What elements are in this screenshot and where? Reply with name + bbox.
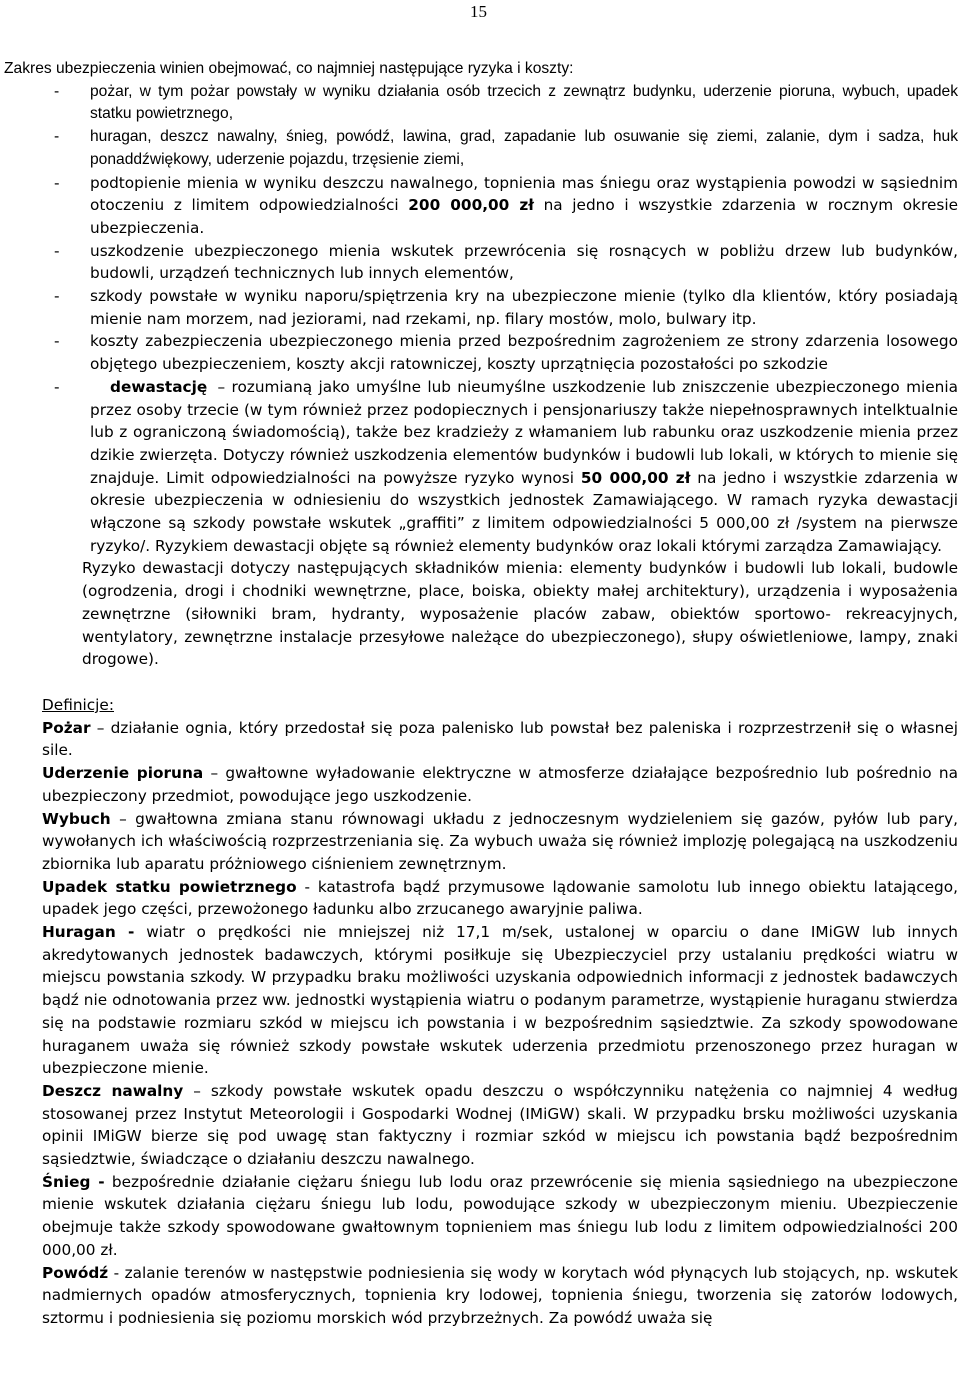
intro-text: Zakres ubezpieczenia winien obejmować, co najmniej następujące ryzyka i koszty: [4, 60, 574, 77]
note-text: Ryzyko dewastacji dotyczy następujących składników mienia: elementy budynków i budowli lub lokali, budowle (ogrodzenia, drogi i chodniki wewnętrzne, place, boiska, obiekty małej architektury), urządzenia i wyposażenia zewnętrzne (siłowniki bram, hydranty, wyposażenie placów zabaw, obiektów sportowo- rekreacyjnych, wentylatory, zewnętrzne instalacje przesyłowe należące do ubezpieczonego), słupy oświetleniowe, lampy, znaki drogowe). [82, 559, 958, 669]
dewastacja-term: dewastację [110, 377, 208, 396]
definitions-section [0, 694, 958, 1330]
definition-item [42, 921, 958, 1080]
definition-item [42, 1080, 958, 1171]
definition-term: Wybuch [42, 809, 111, 828]
risk-text: na jedno i wszystkie zdarzenia w rocznym okresie ubezpieczenia. [90, 196, 958, 237]
page-number: 15 [470, 2, 487, 21]
definition-text: wiatr o prędkości nie mniejszej niż 17,1 m/sek, ustalonej w oparciu o dane IMiGW lub innych akredytowanych jednostek badawczych, którymi posiłkuje się Ubezpieczyciel przy ustalaniu prędkości wiatru w miejscu powstania szkody. W przypadku braku możliwości uzyskania odpowiednich informacji z jednostek badawczych bądź nie odnotowania przez ww. jednostki wystąpienia wiatru o podanym parametrze, wystąpienie huraganu stwierdza się na podstawie rozmiaru szkód w miejscu ich powstania i w bezpośrednim sąsiedztwie. Za szkody spowodowane huraganem uważa się również szkody powstałe wskutek uderzenia przedmiotu przenoszonego przez huragan w ubezpieczone mienie. [42, 923, 958, 1078]
definition-term: Powódź [42, 1263, 109, 1282]
definition-term: Pożar [42, 718, 91, 737]
risk-text: pożar, w tym pożar powstały w wyniku działania osób trzecich z zewnątrz budynku, uderzenie pioruna, wybuch, upadek statku powietrznego, [90, 82, 958, 123]
definition-item [42, 1262, 958, 1330]
limit-amount: 50 000,00 zł [580, 468, 691, 487]
risk-text: huragan, deszcz nawalny, śnieg, powódź, lawina, grad, zapadanie lub osuwanie się ziemi, zalanie, dym i sadza, huk ponaddźwiękowy, uderzenie pojazdu, trzęsienie ziemi, [90, 128, 958, 168]
definition-item [42, 1171, 958, 1262]
definition-item [42, 876, 958, 921]
risk-text: koszty zabezpieczenia ubezpieczonego mienia przed bezpośrednim zagrożeniem ze strony zdarzenia losowego objętego ubezpieczeniem, koszty akcji ratowniczej, koszty uprzątnięcia pozostałości po szkodzie [90, 332, 958, 374]
bullet-dash: - [54, 82, 60, 100]
bullet-dash: - [54, 332, 60, 351]
list-item [0, 126, 958, 171]
definition-text: - katastrofa bądź przymusowe lądowanie samolotu lub innego obiektu latającego, upadek jego części, przewożonego ładunku albo zrzucanego awaryjnie paliwa. [42, 877, 958, 919]
definition-text: – gwałtowna zmiana stanu równowagi układu z jednoczesnym wydzieleniem się gazów, pyłów lub pary, wywołanych ich właściwością rozprzestrzeniania się. Za wybuch uważa się również implozję polegającą na uszkodzeniu zbiornika lub aparatu próżniowego ciśnieniem zewnętrznym. [42, 809, 958, 873]
list-item [0, 330, 958, 375]
risk-text: uszkodzenie ubezpieczonego mienia wskutek przewrócenia się rosnących w pobliżu drzew lub budynków, budowli, urządzeń technicznych lub innych elementów, [90, 241, 958, 283]
definition-item [42, 808, 958, 876]
definition-term: Huragan - [42, 923, 135, 942]
bullet-dash: - [54, 287, 60, 306]
list-item [0, 285, 958, 330]
bullet-dash: - [54, 128, 60, 146]
definitions-heading: Definicje: [42, 695, 114, 714]
list-item [0, 376, 958, 558]
limit-amount: 200 000,00 zł [408, 196, 534, 215]
bullet-dash: - [54, 377, 60, 396]
dewastacja-text: – rozumianą jako umyślne lub nieumyślne uszkodzenie lub zniszczenie ubezpieczonego mienia przez osoby trzecie (w tym również przez podopiecznych i pensjonariuszy także niepełnosprawnych intelktualnie lub z ograniczoną świadomością), także bez kradzieży z włamaniem lub rabunku oraz uszkodzenie mienia przez dzikie zwierzęta. Dotyczy również uszkodzenia elementów budynków i budowli lub lokali, w których to mienie się znajduje. Limit odpowiedzialności na powyższe ryzyko wynosi [90, 377, 958, 487]
definition-text: – działanie ognia, który przedostał się poza palenisko lub powstał bez paleniska i rozprzestrzenił się o własnej sile. [42, 718, 958, 760]
definition-text: bezpośrednie działanie ciężaru śniegu lub lodu oraz przewrócenie się mienia sąsiedniego na ubezpieczone mienie wskutek działania ciężaru śniegu lub lodu, powodujące szkody w ubezpieczonym mieniu. Ubezpieczenie obejmuje także szkody spowodowane gwałtownym topnieniem mas śniegu lub lodu z limitem odpowiedzialności 200 000,00 zł. [42, 1172, 958, 1259]
definition-text: – gwałtowne wyładowanie elektryczne w atmosferze działające bezpośrednio lub pośrednio na ubezpieczony przedmiot, powodujące jego uszkodzenie. [42, 764, 959, 805]
definition-term: Śnieg - [42, 1172, 105, 1191]
document-body [0, 58, 958, 1330]
risk-text: podtopienie mienia w wyniku deszczu nawalnego, topnienia mas śniegu oraz wystąpienia powodzi w sąsiednim otoczeniu z limitem odpowiedzialności [90, 173, 958, 215]
definition-term: Uderzenie pioruna [42, 764, 204, 783]
bullet-dash: - [54, 241, 60, 260]
dewastacja-text: na jedno i wszystkie zdarzenia w okresie ubezpieczenia w odniesieniu do wszystkich jednostek Zamawiającego. W ramach ryzyka dewastacji włączone są szkody powstałe wskutek „graffiti” z limitem odpowiedzialności 5 000,00 zł /system na pierwsze ryzyko/. Ryzykiem dewastacji objęte są również elementy budynków oraz lokali którymi zarządza Zamawiający. [90, 468, 958, 555]
definition-term: Deszcz nawalny [42, 1081, 184, 1100]
bullet-dash: - [54, 173, 60, 192]
definition-item [42, 762, 958, 807]
risk-list [0, 81, 958, 558]
definition-item [42, 717, 958, 762]
definition-text: - zalanie terenów w następstwie podniesienia się wody w korytach wód płynących lub stojących, np. wskutek nadmiernych opadów atmosferycznych, topnienia kry lodowej, topnienia śniegu, tworzenia się zatorów lodowych, sztormu i podniesienia się poziomu morskich wód przybrzeżnych. Za powódź uważa się [42, 1263, 958, 1327]
risk-text: szkody powstałe w wyniku naporu/spiętrzenia kry na ubezpieczone mienie (tylko dla klientów, który posiadają mienie nam morzem, nad jeziorami, nad rzekami, np. filary mostów, molo, bulwary itp. [90, 287, 958, 328]
list-item [0, 81, 958, 126]
definition-term: Upadek statku powietrznego [42, 877, 297, 896]
list-item [0, 240, 958, 285]
list-item [0, 172, 958, 240]
definition-text: – szkody powstałe wskutek opadu deszczu o współczynniku natężenia co najmniej 4 według stosowanej przez Instytut Meteorologii i Gospodarki Wodnej (IMiGW) skali. W przypadku brsku możliwości uzyskania opinii IMiGW bierze się pod uwagę stan faktyczny i rozmiar szkód w miejscu ich powstania bądź bezpośrednim sąsiedztwie, świadczące o działaniu deszczu nawalnego. [42, 1081, 958, 1169]
dewastacja-elements-note [0, 557, 958, 671]
